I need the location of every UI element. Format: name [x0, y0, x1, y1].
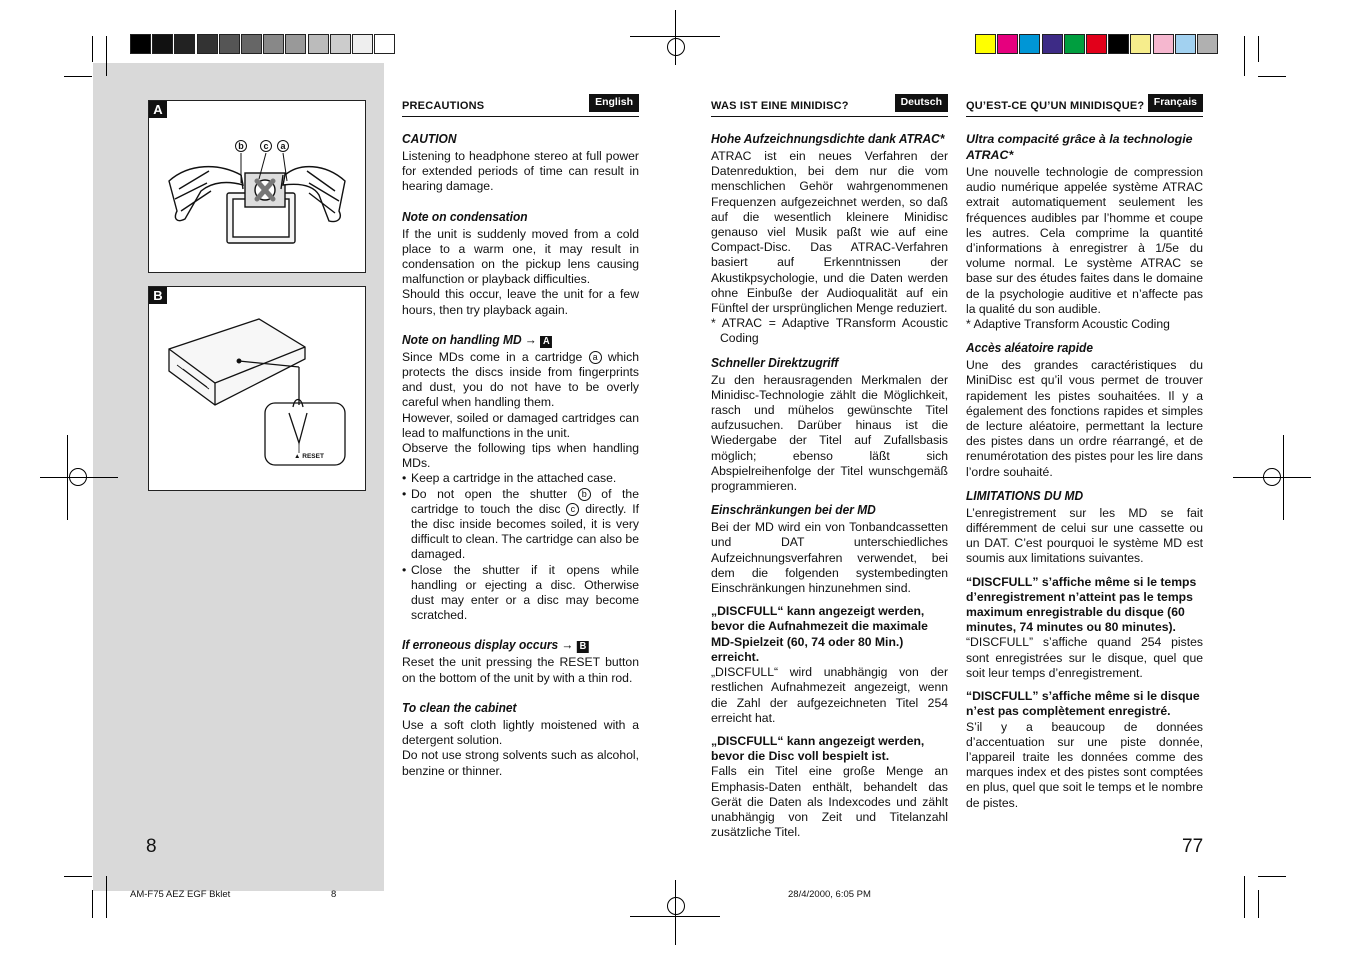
color-swatch [1086, 34, 1107, 54]
figure-b [148, 286, 366, 491]
access-text: Une des grandes caractéristiques du MiniDisc est qu’il vous permet de trouver rapidement les pistes souhaitées. Il y a également des fonctions rapides et simples de lecture aléatoire, permettant la lecture des pistes dans un ordre réarrangé, et de renumérotation des pistes pour les lire dans l’ordre souhaité. [966, 358, 1203, 479]
color-swatch [1153, 34, 1174, 54]
francais-header [966, 95, 1203, 117]
svg-text:▲ RESET: ▲ RESET [294, 453, 324, 460]
list-item: • Close the shutter if it opens while handling or ejecting a disc. Otherwise dust may enter or a disc may become scratched. [402, 563, 639, 624]
condensation-text-1: If the unit is suddenly moved from a cold place to a warm one, it may result in condensation on the pickup lens causing malfunction or playback difficulties. [402, 226, 639, 287]
discfull-text-2: Falls ein Titel eine große Menge an Emphasis-Daten enthält, behandelt das Gerät die Daten als Indexcodes und zählt unabhängig von Zeit und Titelanzahl zusätzliche Titel. [711, 764, 948, 840]
discfull-text-1: “DISCFULL” s’affiche quand 254 pistes sont enregistrées sur le disque, quel que soit leur temps d’enregistrement. [966, 635, 1203, 680]
registration-mark-left [69, 468, 87, 486]
discfull-note-1: „DISCFULL“ kann angezeigt werden, bevor die Aufnahmezeit die maximale MD-Spielzeit (60, 74 oder 80 Min.) erreicht. [711, 604, 928, 664]
color-swatch [997, 34, 1018, 54]
figure-ref-b: B [577, 641, 589, 653]
color-swatch [1108, 34, 1129, 54]
clean-text-1: Use a soft cloth lightly moistened with a detergent solution. [402, 717, 639, 748]
atrac-heading: Ultra compacité grâce à la technologie ATRAC* [966, 132, 1193, 162]
language-tab-francais: Français [1148, 94, 1203, 112]
color-swatch [352, 34, 373, 54]
registration-mark-right [1263, 468, 1281, 486]
color-swatch [975, 34, 996, 54]
color-swatch [174, 34, 195, 54]
language-tab-english: English [589, 94, 639, 112]
display-text: Reset the unit pressing the RESET button on the bottom of the unit by with a thin rod. [402, 655, 639, 685]
section-title: QU’EST-CE QU’UN MINIDISQUE? [966, 99, 1145, 112]
limits-heading: Einschränkungen bei der MD [711, 502, 876, 518]
color-swatch [219, 34, 240, 54]
section-title: WAS IST EINE MINIDISC? [711, 99, 849, 112]
figure-ref-a: A [540, 336, 552, 348]
player-reset-illustration [149, 287, 365, 490]
limits-text: Bei der MD wird ein von Tonbandcassetten und DAT unterschiedliches Aufzeichnungsverfahren verwendet, bei dem die folgenden systembedingten Einschränkungen hinzunehmen sind. [711, 520, 948, 596]
color-swatch [1042, 34, 1063, 54]
callout-c: c [263, 141, 269, 151]
footer-datetime: 28/4/2000, 6:05 PM [788, 889, 871, 900]
discfull-text-2: S’il y a beaucoup de données d’accentuation sur une piste donnée, l’appareil traite les données comme des marques index et des pistes sont comptées en plus, quel que soit le temps et le nombre de pistes. [966, 719, 1203, 810]
color-swatch [1019, 34, 1040, 54]
atrac-footnote: * ATRAC = Adaptive TRansform Acoustic Coding [711, 316, 948, 346]
footer-page: 8 [331, 889, 337, 900]
registration-mark-top [667, 38, 685, 56]
access-text: Zu den herausragenden Merkmalen der Minidisc-Technologie zählt die Möglichkeit, rasch und mühelos gewünschte Titel aufzusuchen. Darüber hinaus ist die Wiedergabe der Titel auf Zufallsbasis möglich; ebenso läßt sich Abspielreihenfolge der Titel wunschgemäß programmieren. [711, 372, 948, 494]
handling-text-2: However, soiled or damaged cartridges can lead to malfunctions in the unit. [402, 410, 639, 440]
section-title: PRECAUTIONS [402, 99, 485, 112]
deutsch-header [711, 95, 948, 117]
deutsch-column [711, 95, 948, 840]
color-swatch [1064, 34, 1085, 54]
figure-a-label: A [149, 101, 167, 118]
atrac-text: ATRAC ist ein neues Verfahren der Datenreduktion, bei dem nur die vom menschlichen Gehör wahrgenommenen Frequenzen aufgezeichnet werden, so daß auf die wesentlich kleinere Minidisc genauso viel Musik paßt wie auf eine Compact-Disc. Das ATRAC-Verfahren basiert auf Erkenntnissen der Akustikpsychologie, und die Daten werden ohne Einbuße der Audioqualität auf ein Fünftel der ursprünglichen Menge reduziert. [711, 149, 948, 316]
callout-b: b [238, 141, 244, 151]
clean-heading: To clean the cabinet [402, 699, 517, 715]
color-swatch [285, 34, 306, 54]
color-swatch [130, 34, 151, 54]
access-heading: Schneller Direktzugriff [711, 354, 839, 370]
handling-text-1: Since MDs come in a cartridge a which protects the discs inside from fingerprints and dust, you do not have to be overly careful when handling them. [402, 349, 640, 410]
handling-tips-list [402, 471, 639, 623]
color-swatch [330, 34, 351, 54]
cartridge-handling-illustration [149, 101, 365, 272]
limits-text: L’enregistrement sur les MD se fait différemment de celui sur une cassette ou un DAT. C’est pourquoi le système MD est soumis aux limitations suivantes. [966, 505, 1203, 566]
clean-text-2: Do not use strong solvents such as alcohol, benzine or thinner. [402, 748, 639, 778]
list-item: • Do not open the shutter b of the cartridge to touch the disc c directly. If the disc inside becomes soiled, it is very difficult to clean. The cartridge can also be damaged. [402, 487, 639, 563]
discfull-note-1: “DISCFULL” s’affiche même si le temps d’enregistrement n’atteint pas le temps maximum enregistrable du disque (60 minutes, 74 minutes ou 80 minutes). [966, 574, 1197, 635]
figure-a [148, 100, 366, 273]
color-swatch [308, 34, 329, 54]
language-tab-deutsch: Deutsch [895, 94, 948, 112]
francais-column [966, 95, 1203, 811]
display-heading: If erroneous display occurs → B [402, 637, 620, 653]
limits-heading: LIMITATIONS DU MD [966, 487, 1084, 503]
color-swatch [152, 34, 173, 54]
access-heading: Accès aléatoire rapide [966, 340, 1093, 356]
color-swatch [241, 34, 262, 54]
atrac-heading: Hohe Aufzeichnungsdichte dank ATRAC* [711, 131, 945, 146]
condensation-heading: Note on condensation [402, 208, 528, 224]
color-swatch [1130, 34, 1151, 54]
reset-label: RESET [302, 453, 324, 460]
figure-b-label: B [149, 287, 167, 304]
color-swatch [1175, 34, 1196, 54]
list-item: • Keep a cartridge in the attached case. [402, 471, 639, 486]
discfull-note-2: “DISCFULL” s’affiche même si le disque n’est pas complètement enregistré. [966, 689, 1200, 719]
color-swatch [374, 34, 395, 54]
callout-a: a [280, 141, 286, 151]
discfull-text-1: „DISCFULL“ wird unabhängig von der restlichen Aufnahmezeit angezeigt, wenn die Zahl der aufgezeichneten Titel 254 erreicht hat. [711, 665, 948, 725]
handling-text-3: Observe the following tips when handling MDs. [402, 441, 639, 471]
atrac-footnote: * Adaptive Transform Acoustic Coding [966, 317, 1170, 332]
color-swatch [197, 34, 218, 54]
caution-heading: CAUTION [402, 131, 457, 146]
footer-filename: AM-F75 AEZ EGF Bklet [130, 889, 231, 900]
caution-text: Listening to headphone stereo at full power for extended periods of time can result in hearing damage. [402, 149, 639, 194]
english-column [402, 95, 640, 779]
atrac-text: Une nouvelle technologie de compression audio numérique appelée système ATRAC extrait automatiquement seulement les fréquences audibles par l’homme et coupe les autres. Cela comprime la quantité d’informations à enregistrer à 1/5e du volume normal. Le système ATRAC se base sur des études faites dans le domaine de la psychologie auditive et n’affecte pas la qualité du son audible. [966, 165, 1203, 316]
english-header [402, 95, 639, 117]
condensation-text-2: Should this occur, leave the unit for a few hours, then try playback again. [402, 287, 639, 317]
page-number-right: 77 [1182, 836, 1204, 857]
handling-heading: Note on handling MD → A [402, 332, 620, 348]
registration-mark-bottom [667, 897, 685, 915]
discfull-note-2: „DISCFULL“ kann angezeigt werden, bevor die Disc voll bespielt ist. [711, 733, 925, 764]
color-swatch [263, 34, 284, 54]
color-swatch [1197, 34, 1218, 54]
page-number-left: 8 [146, 836, 157, 857]
